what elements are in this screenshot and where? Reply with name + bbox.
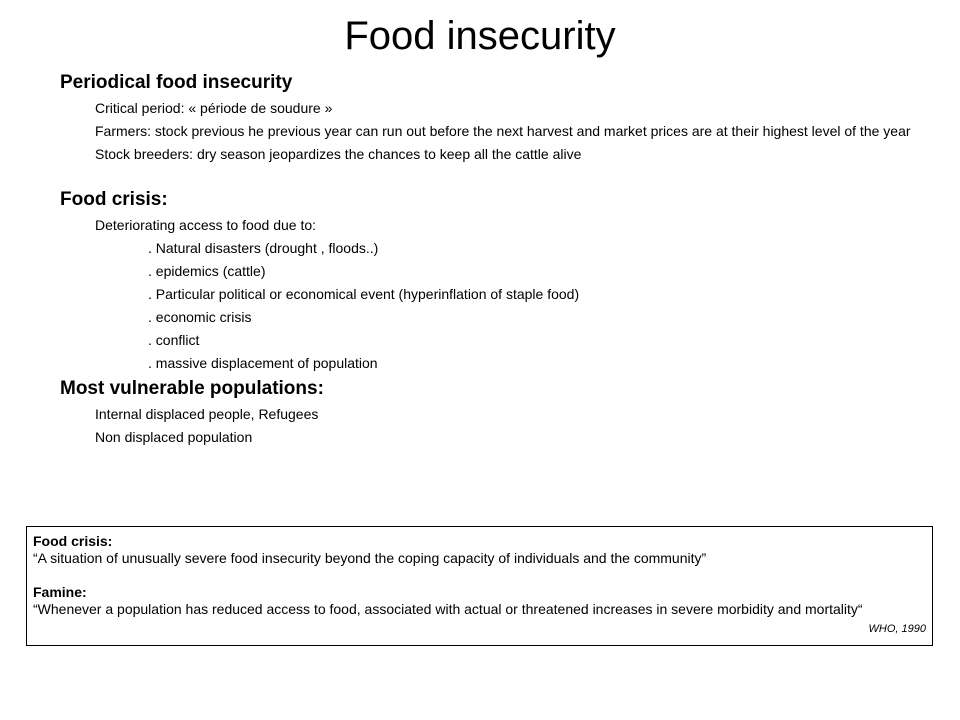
definition-title-famine: Famine: bbox=[33, 584, 87, 600]
section-heading: Food crisis: bbox=[60, 189, 168, 210]
slide-content bbox=[60, 72, 930, 446]
list-item: Internal displaced people, Refugees bbox=[95, 406, 319, 422]
slide-title: Food insecurity bbox=[344, 14, 616, 58]
definition-spacer bbox=[33, 567, 926, 584]
list-item: . epidemics (cattle) bbox=[148, 263, 266, 279]
list-item: . Natural disasters (drought , floods..) bbox=[148, 240, 379, 256]
section-heading: Most vulnerable populations: bbox=[60, 378, 324, 399]
list-item: . conflict bbox=[148, 332, 200, 348]
definition-text-famine: “Whenever a population has reduced access to food, associated with actual or threatened increases in severe morbidity and mortality“ bbox=[33, 601, 863, 617]
list-item: . economic crisis bbox=[148, 309, 252, 325]
list-item: . Particular political or economical event (hyperinflation of staple food) bbox=[148, 286, 580, 302]
list-item: . massive displacement of population bbox=[148, 355, 378, 371]
list-item: Stock breeders: dry season jeopardizes the chances to keep all the cattle alive bbox=[95, 146, 582, 162]
list-item: Critical period: « période de soudure » bbox=[95, 100, 333, 116]
section-periodical-food-insecurity bbox=[60, 72, 930, 163]
list-item: Deteriorating access to food due to: bbox=[95, 217, 317, 233]
definition-title-food-crisis: Food crisis: bbox=[33, 533, 113, 549]
list-item: Non displaced population bbox=[95, 429, 253, 445]
section-most-vulnerable-populations bbox=[60, 378, 930, 446]
citation: WHO, 1990 bbox=[868, 623, 926, 635]
section-food-crisis bbox=[60, 189, 930, 372]
definitions-box bbox=[26, 526, 933, 646]
section-heading: Periodical food insecurity bbox=[60, 72, 293, 93]
list-item: Farmers: stock previous he previous year can run out before the next harvest and market prices are at their highest level of the year bbox=[95, 123, 911, 139]
definition-text-food-crisis: “A situation of unusually severe food insecurity beyond the coping capacity of individuals and the community” bbox=[33, 550, 707, 566]
